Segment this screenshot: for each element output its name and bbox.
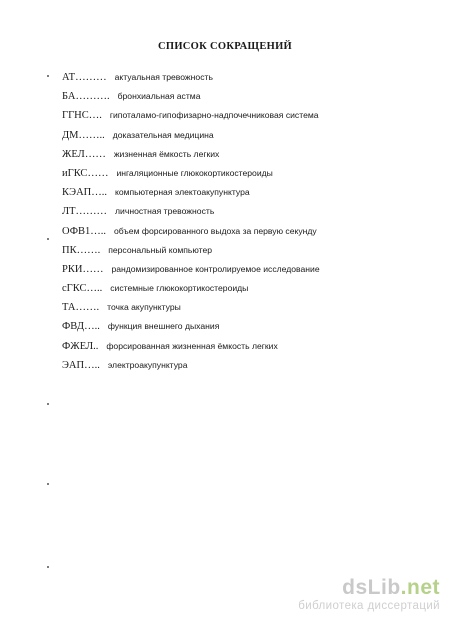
abbreviation-dots: .. bbox=[93, 340, 99, 352]
abbreviation-row bbox=[62, 224, 320, 243]
abbreviation-dots: ……. bbox=[75, 302, 100, 314]
abbreviation-definition: рандомизированное контролируемое исследование bbox=[111, 263, 320, 274]
abbreviation-dots: …. bbox=[88, 110, 102, 122]
abbreviation-term: ЖЕЛ bbox=[62, 148, 85, 160]
abbreviation-dots: ….. bbox=[90, 225, 107, 237]
abbreviation-dots: ………. bbox=[75, 91, 110, 103]
watermark bbox=[298, 577, 440, 613]
abbreviation-dots: ….. bbox=[91, 187, 107, 199]
abbreviation-definition: электроакупунктура bbox=[107, 359, 188, 370]
abbreviation-row bbox=[62, 319, 320, 338]
abbreviation-definition: ингаляционные глюкокортикостероиды bbox=[116, 167, 273, 178]
abbreviation-dots: ……. bbox=[76, 244, 101, 256]
abbreviation-term: КЭАП bbox=[62, 187, 92, 199]
abbreviation-term: ФЖЕЛ bbox=[62, 340, 94, 352]
abbreviation-row bbox=[62, 166, 320, 185]
abbreviation-term: ТА bbox=[62, 302, 76, 314]
abbreviation-term: АТ bbox=[62, 72, 76, 83]
abbreviation-definition: компьютерная электоакупунктура bbox=[114, 187, 250, 198]
abbreviation-definition: актуальная тревожность bbox=[114, 72, 213, 82]
abbreviation-row bbox=[62, 128, 320, 147]
abbreviation-term: ГГНС bbox=[62, 110, 89, 122]
abbreviation-dots: …… bbox=[84, 148, 106, 160]
abbreviation-row bbox=[62, 147, 320, 166]
scan-speck bbox=[47, 403, 49, 405]
abbreviation-term: БА bbox=[62, 91, 76, 103]
watermark-logo-main: dsLib bbox=[342, 575, 401, 599]
abbreviation-definition: функция внешнего дыхания bbox=[107, 321, 220, 332]
abbreviation-dots: ….. bbox=[84, 359, 100, 371]
abbreviation-term: ЭАП bbox=[62, 359, 85, 371]
abbreviation-term: ДМ bbox=[62, 129, 79, 141]
page-title: СПИСОК СОКРАЩЕНИЙ bbox=[157, 41, 293, 52]
scan-speck bbox=[47, 75, 49, 77]
abbreviation-row bbox=[62, 204, 320, 223]
scan-speck bbox=[47, 566, 49, 568]
abbreviation-definition: объем форсированного выдоха за первую секунду bbox=[114, 225, 317, 236]
abbreviation-dots: ….. bbox=[84, 321, 100, 333]
abbreviation-row bbox=[62, 358, 320, 377]
abbreviation-row bbox=[62, 339, 320, 358]
abbreviation-term: ОФВ1 bbox=[62, 225, 91, 237]
abbreviation-definition: системные глюкокортикостероиды bbox=[110, 283, 249, 294]
abbreviation-row bbox=[62, 300, 320, 319]
abbreviation-row bbox=[62, 70, 320, 89]
abbreviation-definition: доказательная медицина bbox=[112, 129, 214, 140]
abbreviation-term: ЛТ bbox=[62, 206, 76, 218]
abbreviation-term: сГКС bbox=[62, 283, 87, 295]
abbreviation-dots: ……… bbox=[75, 206, 108, 218]
abbreviation-definition: жизненная ёмкость легких bbox=[113, 148, 220, 159]
abbreviation-row bbox=[62, 281, 320, 300]
abbreviation-definition: точка акупунктуры bbox=[107, 302, 181, 313]
abbreviation-row bbox=[62, 89, 320, 108]
watermark-logo bbox=[298, 577, 440, 598]
abbreviation-dots: …… bbox=[87, 167, 109, 179]
abbreviation-definition: гипоталамо-гипофизарно-надпочечниковая система bbox=[109, 110, 319, 121]
abbreviation-dots: …… bbox=[82, 263, 104, 275]
abbreviation-term: иГКС bbox=[62, 167, 88, 179]
abbreviation-row bbox=[62, 108, 320, 127]
scan-speck bbox=[47, 483, 49, 485]
abbreviation-row bbox=[62, 185, 320, 204]
abbreviation-dots: ……… bbox=[75, 72, 107, 83]
scan-speck bbox=[47, 238, 49, 240]
abbreviation-definition: персональный компьютер bbox=[108, 244, 213, 255]
abbreviation-definition: форсированная жизненная ёмкость легких bbox=[106, 340, 278, 351]
abbreviation-definition: бронхиальная астма bbox=[117, 91, 201, 102]
abbreviation-term: ФВД bbox=[62, 321, 85, 333]
abbreviation-dots: ….. bbox=[86, 283, 103, 295]
watermark-subtitle: библиотека диссертаций bbox=[298, 599, 440, 612]
abbreviation-dots: …….. bbox=[78, 129, 105, 141]
abbreviation-term: ПК bbox=[62, 244, 77, 256]
abbreviation-row bbox=[62, 243, 320, 262]
watermark-logo-accent: .net bbox=[400, 575, 440, 599]
abbreviation-definition: личностная тревожность bbox=[115, 206, 215, 217]
abbreviation-list bbox=[62, 70, 320, 377]
abbreviation-term: РКИ bbox=[62, 263, 83, 275]
abbreviation-row bbox=[62, 262, 320, 281]
